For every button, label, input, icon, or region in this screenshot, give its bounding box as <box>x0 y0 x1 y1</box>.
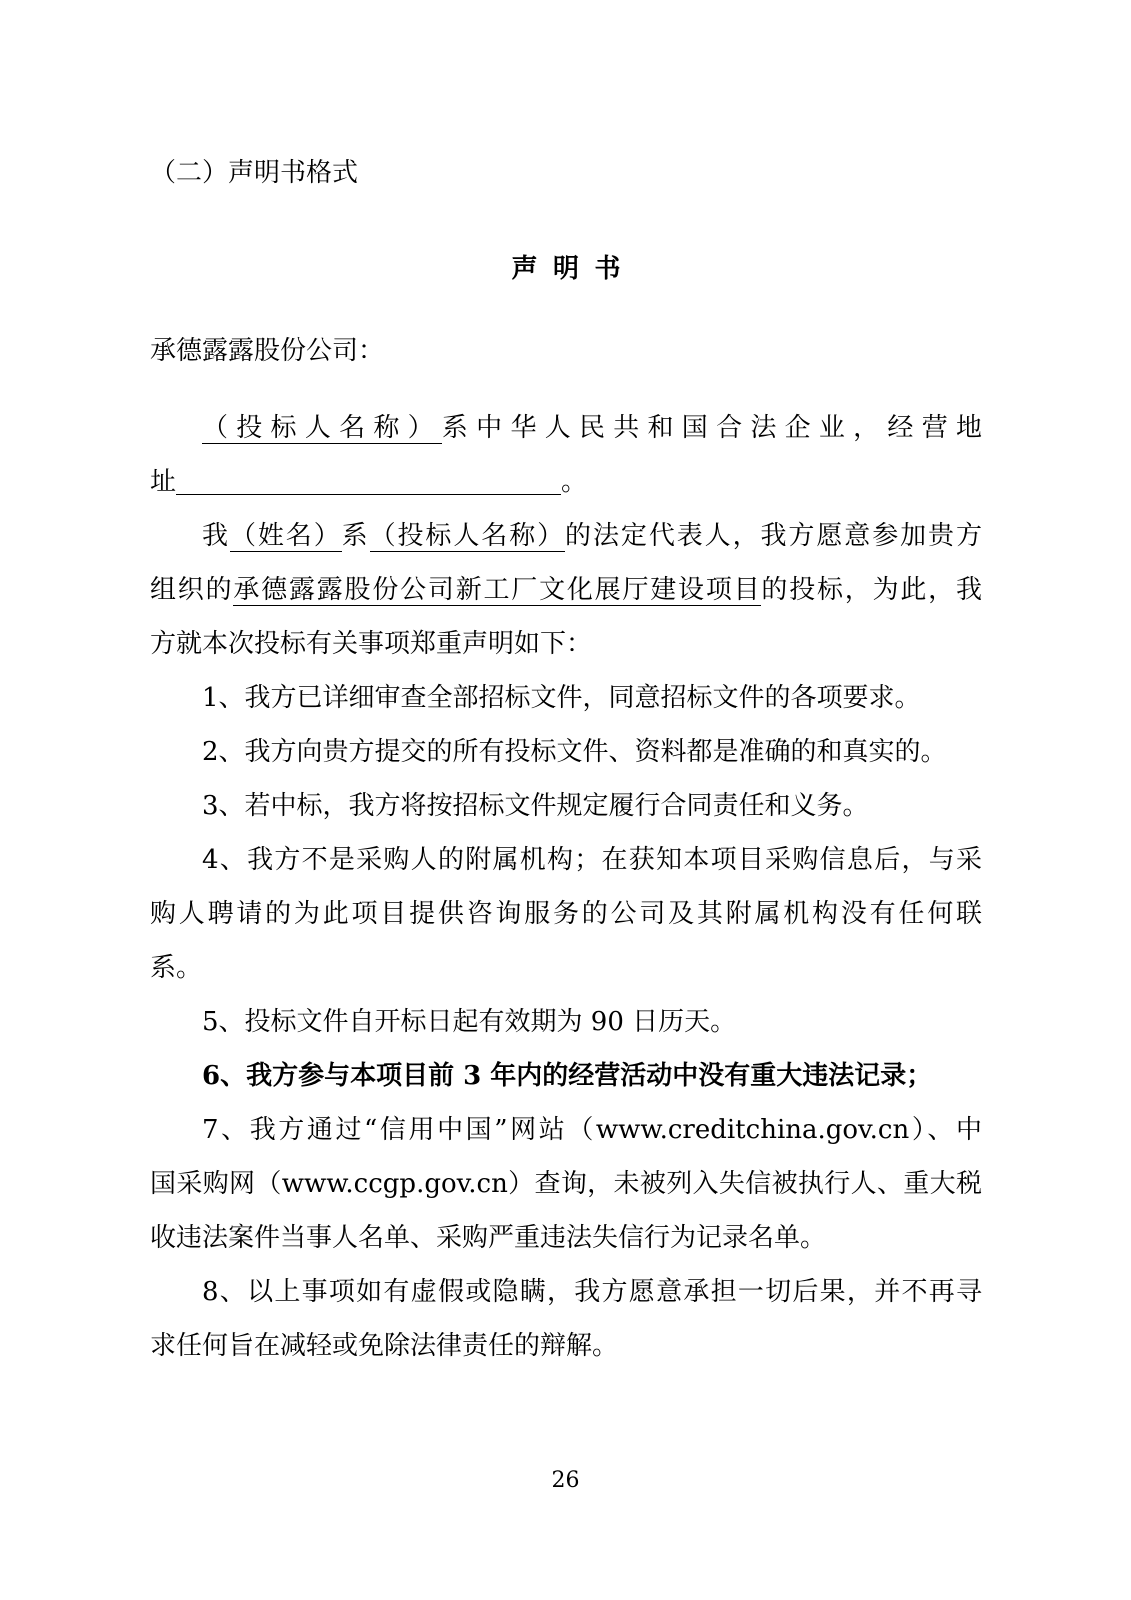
clause-1: 1、我方已详细审查全部招标文件，同意招标文件的各项要求。 <box>202 683 921 713</box>
clause-5: 5、投标文件自开标日起有效期为 90 日历天。 <box>202 1007 737 1037</box>
rep-seg-1: 我 <box>202 521 230 551</box>
project-name: 承德露露股份公司新工厂文化展厅建设项目 <box>233 575 762 605</box>
section-heading: （二）声明书格式 <box>150 158 359 188</box>
rep-line2-suffix: 的投标，为此，我 <box>761 575 982 605</box>
representative-line-1 <box>150 509 982 563</box>
clause-2: 2、我方向贵方提交的所有投标文件、资料都是准确的和真实的。 <box>202 737 947 767</box>
clause-6: 6、我方参与本项目前 3 年内的经营活动中没有重大违法记录； <box>202 1061 933 1091</box>
address-period: 。 <box>561 467 588 497</box>
bidder-name-placeholder: （投标人名称） <box>202 413 442 443</box>
rep-seg-2: 系 <box>341 521 370 551</box>
entity-paragraph-line-2 <box>150 455 982 509</box>
clause-4-line-1: 4、我方不是采购人的附属机构；在获知本项目采购信息后，与采 <box>202 845 982 875</box>
clause-7-line-2: 国采购网（www.ccgp.gov.cn）查询，未被列入失信被执行人、重大税 <box>150 1169 982 1199</box>
clause-7-line-1: 7、我方通过“信用中国”网站（www.creditchina.gov.cn）、中 <box>202 1115 982 1145</box>
clause-8-line-2: 求任何旨在减轻或免除法律责任的辩解。 <box>150 1331 619 1361</box>
entity-paragraph-line-1 <box>150 401 982 455</box>
representative-line-2 <box>150 563 982 617</box>
representative-line-3: 方就本次投标有关事项郑重声明如下： <box>150 629 593 659</box>
bidder-name-placeholder-2: （投标人名称） <box>369 521 566 551</box>
name-placeholder: （姓名） <box>229 521 342 551</box>
entity-statement-text: 系中华人民共和国合法企业，经营地 <box>441 413 982 443</box>
clause-8-line-1: 8、以上事项如有虚假或隐瞒，我方愿意承担一切后果，并不再寻 <box>202 1277 982 1307</box>
rep-line2-prefix: 组织的 <box>150 575 234 605</box>
clause-3: 3、若中标，我方将按招标文件规定履行合同责任和义务。 <box>202 791 869 821</box>
clause-4-line-3: 系。 <box>150 953 203 983</box>
address-prefix: 址 <box>150 467 177 497</box>
salutation: 承德露露股份公司： <box>150 336 385 366</box>
document-title: 声 明 书 <box>511 254 621 284</box>
clause-7-line-3: 收违法案件当事人名单、采购严重违法失信行为记录名单。 <box>150 1223 827 1253</box>
clause-4-line-2: 购人聘请的为此项目提供咨询服务的公司及其附属机构没有任何联 <box>150 899 982 929</box>
address-blank-line <box>176 468 561 495</box>
rep-seg-3: 的法定代表人，我方愿意参加贵方 <box>565 521 982 551</box>
page-number: 26 <box>551 1468 580 1493</box>
